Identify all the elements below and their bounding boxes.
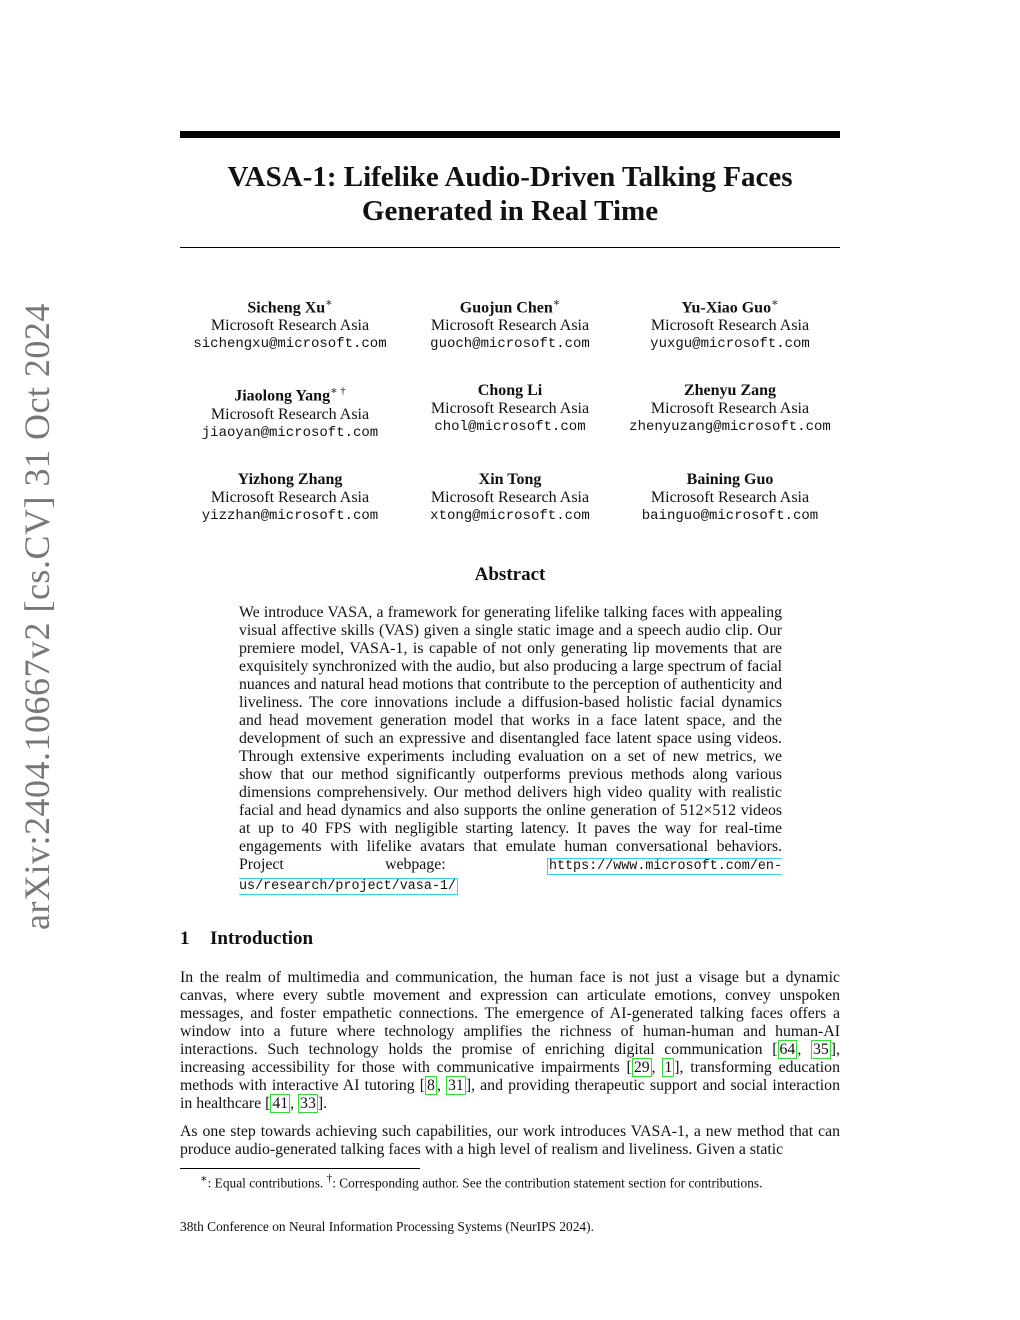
author-email[interactable]: yuxgu@microsoft.com bbox=[650, 336, 810, 353]
author-name: Yu-Xiao Guo bbox=[681, 299, 772, 317]
author-card bbox=[400, 294, 620, 353]
title-bottom-rule bbox=[180, 247, 840, 248]
project-webpage-link[interactable]: https://www.microsoft.com/en-us/research/project/vasa-1/ bbox=[239, 859, 782, 894]
citation-link[interactable]: 31 bbox=[448, 1077, 464, 1094]
paragraph-text: , bbox=[651, 1059, 663, 1076]
footnote-mark-corresponding: † bbox=[326, 1173, 333, 1185]
author-affiliation: Microsoft Research Asia bbox=[650, 488, 810, 506]
author-card bbox=[400, 471, 620, 525]
intro-paragraph-2: As one step towards achieving such capabilities, our work introduces VASA-1, a new method that can produce audio-generated talking faces with a high level of realism and liveliness. Given a static bbox=[180, 1123, 840, 1158]
author-email[interactable]: bainguo@microsoft.com bbox=[641, 507, 819, 524]
citation-link[interactable]: 29 bbox=[633, 1059, 650, 1076]
citation-link[interactable]: 64 bbox=[779, 1041, 796, 1058]
citation-link[interactable]: 8 bbox=[427, 1077, 435, 1094]
citation-link[interactable]: 1 bbox=[664, 1059, 673, 1076]
author-name: Yizhong Zhang bbox=[237, 470, 343, 488]
author-card bbox=[620, 382, 840, 441]
footnote-rule bbox=[180, 1168, 420, 1169]
paragraph-text: ], transforming education methods with interactive AI tutoring [ bbox=[180, 1059, 840, 1094]
author-email[interactable]: zhenyuzang@microsoft.com bbox=[629, 419, 831, 436]
author-name: Xin Tong bbox=[478, 470, 542, 488]
author-affiliation: Microsoft Research Asia bbox=[650, 400, 810, 418]
author-mark: ∗ † bbox=[330, 385, 346, 398]
section-heading-introduction bbox=[180, 928, 313, 950]
author-row-1 bbox=[180, 294, 840, 353]
title-top-rule bbox=[180, 131, 840, 138]
intro-paragraph-1 bbox=[180, 969, 840, 1113]
author-name: Sicheng Xu bbox=[247, 299, 326, 317]
venue-note: 38th Conference on Neural Information Processing Systems (NeurIPS 2024). bbox=[180, 1219, 594, 1234]
title-line-2: Generated in Real Time bbox=[361, 195, 659, 227]
author-affiliation: Microsoft Research Asia bbox=[430, 488, 590, 506]
author-card bbox=[400, 382, 620, 441]
author-name: Jiaolong Yang bbox=[234, 387, 331, 405]
author-card bbox=[620, 294, 840, 353]
author-card bbox=[180, 471, 400, 525]
section-number: 1 bbox=[180, 928, 190, 949]
paragraph-text: , bbox=[290, 1095, 299, 1112]
author-email[interactable]: yizzhan@microsoft.com bbox=[201, 507, 379, 524]
paragraph-text: ], increasing accessibility for those with communicative impairments [ bbox=[180, 1041, 840, 1076]
author-card bbox=[180, 382, 400, 441]
author-name: Baining Guo bbox=[686, 470, 774, 488]
author-card bbox=[180, 294, 400, 353]
author-name: Zhenyu Zang bbox=[683, 382, 777, 400]
author-card bbox=[620, 471, 840, 525]
paragraph-text: , bbox=[436, 1077, 447, 1094]
citation-link[interactable]: 41 bbox=[272, 1095, 289, 1112]
footnote-text: : Equal contributions. bbox=[207, 1175, 327, 1191]
author-affiliation: Microsoft Research Asia bbox=[650, 317, 810, 335]
footnote-mark-equal: ∗ bbox=[200, 1173, 208, 1185]
author-mark: ∗ bbox=[325, 297, 333, 309]
citation-link[interactable]: 33 bbox=[300, 1095, 316, 1112]
author-row-2 bbox=[180, 382, 840, 441]
author-name: Chong Li bbox=[477, 382, 543, 400]
abstract-text: We introduce VASA, a framework for generating lifelike talking faces with appealing visual affective skills (VAS) given a single static image and a speech audio clip. Our premiere model, VASA-1, is capable of not only generating lip movements that are exquisitely synchronized with the audio, but also producing a large spectrum of facial nuances and natural head motions that contribute to the perception of authenticity and liveliness. The core innovations include a diffusion-based holistic facial dynamics and head movement generation model that works in a face latent space, and the development of such an expressive and disentangled face latent space using videos. Through extensive experiments including evaluation on a set of new metrics, we show that our method significantly outperforms previous methods along various dimensions comprehensively. Our method delivers high video quality with realistic facial and head dynamics and also supports the online generation of 512×512 videos at up to 40 FPS with negligible starting latency. It paves the way for real-time engagements with lifelike avatars that emulate human conversational behaviors. Project webpage: bbox=[239, 604, 782, 873]
paragraph-text: , bbox=[797, 1041, 811, 1058]
author-affiliation: Microsoft Research Asia bbox=[430, 400, 590, 418]
author-mark: ∗ bbox=[552, 297, 561, 309]
paragraph-text: ]. bbox=[317, 1095, 328, 1112]
footnote bbox=[200, 1172, 762, 1191]
author-affiliation: Microsoft Research Asia bbox=[210, 488, 370, 506]
paragraph-text: ], and providing therapeutic support and social interaction in healthcare [ bbox=[180, 1077, 840, 1112]
author-name: Guojun Chen bbox=[459, 299, 553, 317]
arxiv-identifier: arXiv:2404.10667v2 [cs.CV] 31 Oct 2024 bbox=[17, 303, 57, 930]
abstract-heading: Abstract bbox=[474, 564, 546, 585]
paper-title bbox=[180, 160, 840, 228]
author-email[interactable]: chol@microsoft.com bbox=[434, 419, 586, 436]
title-line-1: VASA-1: Lifelike Audio-Driven Talking Faces bbox=[227, 161, 793, 193]
paragraph-text: In the realm of multimedia and communication, the human face is not just a visage but a dynamic canvas, where every subtle movement and expression can articulate emotions, convey unspoken messages, and foster empathetic connections. The emergence of AI-generated talking faces offers a window into a future where technology amplifies the richness of human-human and human-AI interactions. Such technology holds the promise of enriching digital communication [ bbox=[180, 969, 840, 1058]
footnote-text: : Corresponding author. See the contribution statement section for contributions. bbox=[332, 1175, 763, 1191]
author-block bbox=[180, 294, 840, 554]
author-affiliation: Microsoft Research Asia bbox=[210, 317, 370, 335]
author-mark: ∗ bbox=[771, 297, 779, 309]
author-email[interactable]: guoch@microsoft.com bbox=[430, 336, 590, 353]
author-row-3 bbox=[180, 471, 840, 525]
author-email[interactable]: sichengxu@microsoft.com bbox=[193, 336, 387, 353]
author-affiliation: Microsoft Research Asia bbox=[210, 405, 370, 423]
abstract-body bbox=[239, 604, 782, 896]
section-title: Introduction bbox=[210, 928, 314, 949]
author-affiliation: Microsoft Research Asia bbox=[430, 317, 590, 335]
author-email[interactable]: jiaoyan@microsoft.com bbox=[201, 424, 379, 441]
citation-link[interactable]: 35 bbox=[812, 1041, 829, 1058]
author-email[interactable]: xtong@microsoft.com bbox=[430, 507, 590, 524]
